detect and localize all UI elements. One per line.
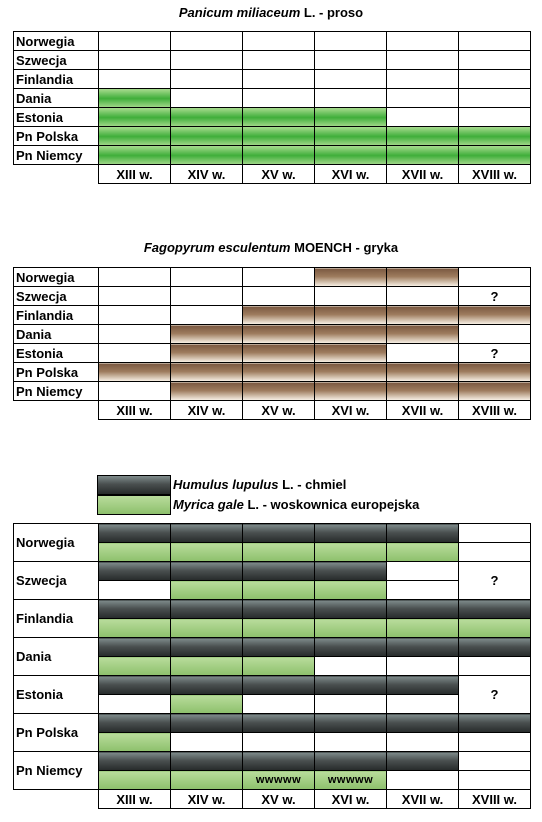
- row-label: Finlandia: [14, 600, 99, 638]
- presence-cell: [387, 363, 459, 382]
- myrica-cell: [315, 695, 387, 714]
- table-row: [14, 70, 531, 89]
- table-row-humulus: [14, 676, 531, 695]
- presence-cell: [387, 51, 459, 70]
- humulus-cell: [243, 752, 315, 771]
- myrica-cell: [243, 543, 315, 562]
- presence-cell: [387, 306, 459, 325]
- presence-cell: [171, 108, 243, 127]
- myrica-cell: [387, 619, 459, 638]
- presence-cell: [99, 306, 171, 325]
- presence-cell: [171, 127, 243, 146]
- presence-cell: [171, 344, 243, 363]
- presence-cell: [99, 325, 171, 344]
- column-header: XVIII w.: [459, 790, 531, 809]
- table-row-humulus: [14, 752, 531, 771]
- table-row-humulus: [14, 524, 531, 543]
- humulus-cell: [99, 562, 171, 581]
- humulus-cell: [171, 638, 243, 657]
- humulus-cell: [243, 524, 315, 543]
- presence-cell: [387, 287, 459, 306]
- humulus-cell: [243, 714, 315, 733]
- presence-cell: [459, 108, 531, 127]
- table-row: [14, 382, 531, 401]
- humulus-cell: [387, 714, 459, 733]
- presence-cell: [171, 70, 243, 89]
- presence-cell: [315, 344, 387, 363]
- row-label: Dania: [14, 638, 99, 676]
- presence-cell: [459, 325, 531, 344]
- myrica-cell: [459, 657, 531, 676]
- presence-cell: [387, 325, 459, 344]
- column-header: XIII w.: [99, 401, 171, 420]
- column-header: XIV w.: [171, 401, 243, 420]
- row-label: Pn Polska: [14, 363, 99, 382]
- header-blank: [14, 165, 99, 184]
- humulus-cell: [387, 600, 459, 619]
- row-label: Pn Polska: [14, 127, 99, 146]
- myrica-cell: [315, 619, 387, 638]
- presence-cell: [171, 146, 243, 165]
- row-label: Szwecja: [14, 287, 99, 306]
- presence-cell: [243, 382, 315, 401]
- presence-cell: [99, 268, 171, 287]
- presence-cell: [171, 306, 243, 325]
- myrica-cell: [459, 771, 531, 790]
- presence-cell: [315, 127, 387, 146]
- myrica-cell: [459, 619, 531, 638]
- presence-cell: [459, 89, 531, 108]
- row-label: Szwecja: [14, 51, 99, 70]
- chart1-grid: [13, 31, 531, 184]
- row-label: Norwegia: [14, 32, 99, 51]
- presence-cell: [243, 268, 315, 287]
- presence-cell: [171, 325, 243, 344]
- presence-cell: [315, 89, 387, 108]
- presence-cell: [243, 325, 315, 344]
- row-label: Norwegia: [14, 524, 99, 562]
- column-header: XV w.: [243, 401, 315, 420]
- table-row: [14, 344, 531, 363]
- table-row: [14, 89, 531, 108]
- humulus-cell: [459, 600, 531, 619]
- presence-cell: [315, 70, 387, 89]
- myrica-cell: [243, 695, 315, 714]
- chart2-title: [0, 240, 542, 255]
- myrica-cell: [99, 733, 171, 752]
- humulus-cell: [387, 562, 459, 581]
- presence-cell: [387, 70, 459, 89]
- column-header: XVII w.: [387, 401, 459, 420]
- presence-cell: [387, 146, 459, 165]
- humulus-cell: [99, 638, 171, 657]
- myrica-cell: [99, 619, 171, 638]
- myrica-cell: [171, 543, 243, 562]
- chart2-title-rest: MOENCH - gryka: [294, 240, 399, 255]
- presence-cell: [99, 363, 171, 382]
- presence-cell: [315, 32, 387, 51]
- presence-cell: [243, 306, 315, 325]
- column-header: XVIII w.: [459, 165, 531, 184]
- row-label: Finlandia: [14, 70, 99, 89]
- chart2-title-latin: Fagopyrum esculentum: [143, 240, 291, 255]
- row-label: Estonia: [14, 108, 99, 127]
- humulus-cell: [171, 714, 243, 733]
- myrica-cell: [171, 695, 243, 714]
- header-blank: [14, 790, 99, 809]
- myrica-cell: [315, 581, 387, 600]
- row-label: Dania: [14, 325, 99, 344]
- humulus-cell: [315, 714, 387, 733]
- table-row-humulus: [14, 638, 531, 657]
- humulus-cell: ?: [459, 562, 531, 600]
- header-row: [14, 401, 531, 420]
- presence-cell: [99, 287, 171, 306]
- myrica-cell: [99, 543, 171, 562]
- presence-cell: [315, 146, 387, 165]
- table-row: [14, 51, 531, 70]
- presence-cell: [315, 306, 387, 325]
- humulus-cell: [171, 600, 243, 619]
- humulus-cell: ?: [459, 676, 531, 714]
- humulus-cell: [459, 638, 531, 657]
- row-label: Norwegia: [14, 268, 99, 287]
- row-label: Finlandia: [14, 306, 99, 325]
- myrica-cell: [315, 733, 387, 752]
- humulus-cell: [459, 524, 531, 543]
- myrica-cell: [99, 695, 171, 714]
- presence-cell: [387, 382, 459, 401]
- column-header: XIV w.: [171, 790, 243, 809]
- table-row-humulus: [14, 562, 531, 581]
- presence-cell: [243, 70, 315, 89]
- myrica-cell: [171, 619, 243, 638]
- presence-cell: [243, 363, 315, 382]
- presence-cell: [99, 108, 171, 127]
- myrica-cell: [459, 733, 531, 752]
- presence-cell: [99, 89, 171, 108]
- humulus-cell: [99, 524, 171, 543]
- presence-cell: [387, 268, 459, 287]
- table-row-humulus: [14, 600, 531, 619]
- presence-cell: [459, 268, 531, 287]
- humulus-cell: [99, 676, 171, 695]
- myrica-cell: [315, 657, 387, 676]
- myrica-cell: [315, 543, 387, 562]
- myrica-cell: wwwww: [243, 771, 315, 790]
- column-header: XV w.: [243, 790, 315, 809]
- presence-cell: [171, 89, 243, 108]
- presence-cell: [171, 363, 243, 382]
- humulus-cell: [243, 600, 315, 619]
- column-header: XVII w.: [387, 790, 459, 809]
- myrica-cell: [387, 657, 459, 676]
- column-header: XIII w.: [99, 790, 171, 809]
- presence-cell: [459, 306, 531, 325]
- humulus-cell: [387, 752, 459, 771]
- chart2-grid: [13, 267, 531, 420]
- legend-label-humulus: Humulus lupulus L. - chmiel: [173, 477, 347, 492]
- humulus-cell: [315, 676, 387, 695]
- presence-cell: [459, 127, 531, 146]
- row-label: Pn Niemcy: [14, 382, 99, 401]
- myrica-cell: [171, 771, 243, 790]
- myrica-cell: [387, 581, 459, 600]
- column-header: XVI w.: [315, 401, 387, 420]
- presence-cell: [315, 287, 387, 306]
- humulus-cell: [387, 676, 459, 695]
- table-row: [14, 268, 531, 287]
- presence-cell: [99, 382, 171, 401]
- presence-cell: [459, 146, 531, 165]
- humulus-cell: [171, 752, 243, 771]
- table-row: [14, 363, 531, 382]
- presence-cell: ?: [459, 344, 531, 363]
- header-row: [14, 790, 531, 809]
- legend-swatch-humulus: [97, 475, 171, 495]
- humulus-cell: [315, 638, 387, 657]
- row-label: Pn Niemcy: [14, 752, 99, 790]
- humulus-cell: [99, 752, 171, 771]
- myrica-cell: [387, 771, 459, 790]
- column-header: XVIII w.: [459, 401, 531, 420]
- presence-cell: [243, 146, 315, 165]
- humulus-cell: [99, 600, 171, 619]
- column-header: XVII w.: [387, 165, 459, 184]
- humulus-cell: [99, 714, 171, 733]
- humulus-cell: [387, 638, 459, 657]
- presence-cell: [243, 287, 315, 306]
- myrica-cell: [171, 657, 243, 676]
- row-label: Estonia: [14, 344, 99, 363]
- myrica-cell: [171, 581, 243, 600]
- humulus-cell: [243, 562, 315, 581]
- humulus-cell: [243, 638, 315, 657]
- humulus-cell: [387, 524, 459, 543]
- table-row: [14, 127, 531, 146]
- table-row: [14, 306, 531, 325]
- header-row: [14, 165, 531, 184]
- presence-cell: [243, 89, 315, 108]
- myrica-cell: [243, 619, 315, 638]
- presence-cell: [459, 51, 531, 70]
- presence-cell: [315, 325, 387, 344]
- humulus-cell: [171, 524, 243, 543]
- column-header: XIII w.: [99, 165, 171, 184]
- humulus-cell: [315, 752, 387, 771]
- myrica-cell: [243, 657, 315, 676]
- presence-cell: [315, 363, 387, 382]
- myrica-cell: [171, 733, 243, 752]
- presence-cell: [99, 344, 171, 363]
- row-label: Szwecja: [14, 562, 99, 600]
- presence-cell: [171, 268, 243, 287]
- legend-label-myrica: Myrica gale L. - woskownica europejska: [173, 497, 420, 512]
- chart1-title-rest: L. - proso: [303, 5, 364, 20]
- humulus-cell: [315, 524, 387, 543]
- presence-cell: [99, 51, 171, 70]
- column-header: XVI w.: [315, 790, 387, 809]
- legend-swatch-myrica: [97, 495, 171, 515]
- presence-cell: [243, 32, 315, 51]
- presence-cell: [459, 363, 531, 382]
- myrica-cell: [459, 543, 531, 562]
- presence-cell: [243, 108, 315, 127]
- table-row: [14, 32, 531, 51]
- presence-cell: [459, 32, 531, 51]
- table-row: [14, 108, 531, 127]
- humulus-cell: [243, 676, 315, 695]
- table-row: [14, 287, 531, 306]
- presence-cell: [387, 127, 459, 146]
- myrica-cell: [243, 733, 315, 752]
- presence-cell: [387, 108, 459, 127]
- myrica-cell: [387, 695, 459, 714]
- column-header: XVI w.: [315, 165, 387, 184]
- row-label: Pn Niemcy: [14, 146, 99, 165]
- chart1-title-latin: Panicum miliaceum: [178, 5, 301, 20]
- presence-cell: [387, 32, 459, 51]
- presence-cell: [243, 127, 315, 146]
- humulus-cell: [459, 714, 531, 733]
- humulus-cell: [315, 562, 387, 581]
- column-header: XIV w.: [171, 165, 243, 184]
- presence-cell: [99, 70, 171, 89]
- presence-cell: [171, 32, 243, 51]
- myrica-cell: [99, 657, 171, 676]
- presence-cell: [315, 108, 387, 127]
- row-label: Dania: [14, 89, 99, 108]
- presence-cell: [243, 51, 315, 70]
- myrica-cell: [387, 543, 459, 562]
- presence-cell: [315, 51, 387, 70]
- humulus-cell: [171, 676, 243, 695]
- table-row-humulus: [14, 714, 531, 733]
- table-row: [14, 146, 531, 165]
- myrica-cell: [99, 581, 171, 600]
- chart1-title: [0, 5, 542, 20]
- presence-cell: [171, 51, 243, 70]
- myrica-cell: wwwww: [315, 771, 387, 790]
- row-label: Pn Polska: [14, 714, 99, 752]
- humulus-cell: [171, 562, 243, 581]
- humulus-cell: [315, 600, 387, 619]
- myrica-cell: [99, 771, 171, 790]
- presence-cell: [171, 287, 243, 306]
- row-label: Estonia: [14, 676, 99, 714]
- presence-cell: [387, 344, 459, 363]
- myrica-cell: [387, 733, 459, 752]
- chart3-grid: [13, 523, 531, 809]
- presence-cell: [99, 146, 171, 165]
- presence-cell: [387, 89, 459, 108]
- presence-cell: [315, 268, 387, 287]
- presence-cell: [459, 70, 531, 89]
- humulus-cell: [459, 752, 531, 771]
- myrica-cell: [243, 581, 315, 600]
- presence-cell: [171, 382, 243, 401]
- presence-cell: [99, 32, 171, 51]
- presence-cell: [99, 127, 171, 146]
- presence-cell: [459, 382, 531, 401]
- table-row: [14, 325, 531, 344]
- column-header: XV w.: [243, 165, 315, 184]
- presence-cell: [315, 382, 387, 401]
- presence-cell: ?: [459, 287, 531, 306]
- presence-cell: [243, 344, 315, 363]
- header-blank: [14, 401, 99, 420]
